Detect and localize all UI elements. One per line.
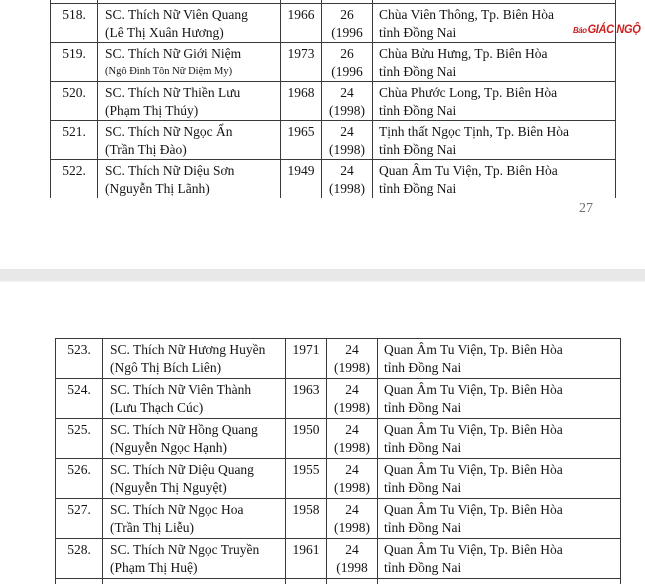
- address-line1: Tịnh thất Ngọc Tịnh, Tp. Biên Hòa: [379, 124, 569, 139]
- birth-year-cell: [286, 499, 327, 539]
- birth-year-cell: [281, 121, 322, 160]
- age-value: 26: [340, 7, 354, 22]
- age-cell: [322, 121, 373, 160]
- watermark-prefix: Báo: [573, 25, 587, 35]
- address-line1: Quan Âm Tu Viện, Tp. Biên Hòa: [384, 382, 563, 397]
- name-cell: [103, 539, 286, 579]
- age-value: 24: [340, 124, 354, 139]
- age-value: [327, 579, 377, 581]
- table-row: [56, 459, 621, 499]
- row-number: 521.: [62, 124, 86, 139]
- page-separator-band: [0, 269, 645, 282]
- table-row: [51, 82, 616, 121]
- birth-year: 1971: [292, 342, 320, 357]
- birth-year: 1966: [287, 7, 315, 22]
- address-cell: [373, 82, 616, 121]
- dharma-name: SC. Thích Nữ Viên Quang: [105, 7, 248, 22]
- age-cell: [327, 459, 378, 499]
- table-row-partial: [56, 579, 621, 584]
- row-number: 526.: [67, 462, 91, 477]
- row-number-cell: [56, 579, 103, 584]
- nuns-table-page-28: [55, 338, 621, 584]
- birth-year: 1963: [292, 382, 320, 397]
- name-cell: [103, 339, 286, 379]
- age-cell: [327, 539, 378, 579]
- ordination-year: (1998): [334, 440, 370, 455]
- row-number: 518.: [62, 7, 86, 22]
- address-cell: [378, 499, 621, 539]
- name-cell: [98, 82, 281, 121]
- address-line2: tỉnh Đồng Nai: [384, 560, 462, 575]
- secular-name: (Nguyễn Thị Lãnh): [105, 181, 210, 196]
- dharma-name: SC. Thích Nữ Diệu Sơn: [105, 163, 235, 178]
- birth-year: 1950: [292, 422, 320, 437]
- address-cell: [378, 579, 621, 584]
- row-number: 528.: [67, 542, 91, 557]
- name-cell: [103, 499, 286, 539]
- name-cell: [103, 579, 286, 584]
- document-page-27: [0, 0, 645, 198]
- age-value: 24: [345, 542, 359, 557]
- age-value: 26: [340, 46, 354, 61]
- row-number: 520.: [62, 85, 86, 100]
- birth-year-cell: [286, 339, 327, 379]
- address-cell: [373, 160, 616, 199]
- address-line1: Quan Âm Tu Viện, Tp. Biên Hòa: [384, 502, 563, 517]
- watermark-title: GIÁC NGỘ: [587, 22, 641, 36]
- table-row: [51, 121, 616, 160]
- address-line2: tỉnh Đồng Nai: [379, 103, 457, 118]
- table-row: [51, 160, 616, 199]
- row-number: 523.: [67, 342, 91, 357]
- ordination-year: (1998): [334, 520, 370, 535]
- address-line2: tỉnh Đồng Nai: [384, 480, 462, 495]
- address-line2: tỉnh Đồng Nai: [384, 520, 462, 535]
- secular-name: (Nguyễn Ngọc Hạnh): [110, 440, 227, 455]
- row-number-cell: [51, 82, 98, 121]
- ordination-year: (1998: [336, 560, 368, 575]
- ordination-year: (1998): [334, 400, 370, 415]
- age-value: 24: [340, 163, 354, 178]
- address-line1: Quan Âm Tu Viện, Tp. Biên Hòa: [384, 462, 563, 477]
- birth-year-cell: [286, 459, 327, 499]
- dharma-name: SC. Thích Nữ Giới Niệm: [105, 46, 242, 61]
- ordination-year: (1998): [334, 480, 370, 495]
- address-line1: Chùa Viên Thông, Tp. Biên Hòa: [379, 7, 555, 22]
- birth-year: 1949: [287, 163, 315, 178]
- ordination-year: (1998): [329, 142, 365, 157]
- birth-year-cell: [286, 539, 327, 579]
- age-value: 24: [340, 85, 354, 100]
- address-line2: tỉnh Đồng Nai: [384, 360, 462, 375]
- age-cell: [322, 82, 373, 121]
- address-line2: tỉnh Đồng Nai: [379, 181, 457, 196]
- address-line1: Quan Âm Tu Viện, Tp. Biên Hòa: [379, 163, 558, 178]
- birth-year-cell: [281, 160, 322, 199]
- row-number: 522.: [62, 163, 86, 178]
- ordination-year: (1998): [334, 360, 370, 375]
- table-row: [51, 4, 616, 43]
- age-cell: [327, 379, 378, 419]
- row-number: 519.: [62, 46, 86, 61]
- address-cell: [378, 379, 621, 419]
- age-value: 24: [345, 462, 359, 477]
- address-cell: [378, 419, 621, 459]
- table-row: [56, 539, 621, 579]
- age-cell: [327, 419, 378, 459]
- dharma-name: SC. Thích Nữ Hồng Quang: [110, 422, 258, 437]
- age-value: 24: [345, 422, 359, 437]
- birth-year-cell: [281, 4, 322, 43]
- row-number-cell: [51, 4, 98, 43]
- birth-year: 1965: [287, 124, 315, 139]
- birth-year: [286, 579, 326, 581]
- row-number: 525.: [67, 422, 91, 437]
- birth-year: 1968: [287, 85, 315, 100]
- table-row: [56, 419, 621, 459]
- address-cell: [373, 43, 616, 82]
- name-cell: [103, 459, 286, 499]
- birth-year: 1955: [292, 462, 320, 477]
- address-line1: Quan Âm Tu Viện, Tp. Biên Hòa: [384, 542, 563, 557]
- address-cell: [378, 339, 621, 379]
- row-number-cell: [51, 160, 98, 199]
- address-cell: [373, 121, 616, 160]
- address-line2: tỉnh Đồng Nai: [384, 440, 462, 455]
- nuns-table-page-27: [50, 0, 616, 198]
- age-value: 24: [345, 342, 359, 357]
- document-page-28: [0, 282, 645, 584]
- dharma-name: SC. Thích Nữ Hương Huyền: [110, 342, 266, 357]
- address-cell: [378, 459, 621, 499]
- table-row: [56, 379, 621, 419]
- age-cell: [327, 579, 378, 584]
- dharma-name: SC. Thích Nữ Ngọc Hoa: [110, 502, 244, 517]
- secular-name: (Trần Thị Đào): [105, 142, 187, 157]
- address-line1: Quan Âm Tu Viện, Tp. Biên Hòa: [384, 342, 563, 357]
- birth-year-cell: [286, 379, 327, 419]
- table-row: [56, 499, 621, 539]
- giac-ngo-newspaper-watermark: [573, 20, 640, 38]
- ordination-year: (1996: [331, 64, 363, 79]
- name-cell: [98, 121, 281, 160]
- secular-name: (Trần Thị Liễu): [110, 520, 194, 535]
- birth-year: 1961: [292, 542, 320, 557]
- name-cell: [98, 160, 281, 199]
- birth-year-cell: [286, 579, 327, 584]
- age-value: 24: [345, 382, 359, 397]
- ordination-year: (1996: [331, 25, 363, 40]
- dharma-name: SC. Thích Nữ Diệu Quang: [110, 462, 254, 477]
- row-number: 527.: [67, 502, 91, 517]
- row-number-cell: [56, 499, 103, 539]
- table-row: [51, 43, 616, 82]
- secular-name: (Lê Thị Xuân Hương): [105, 25, 224, 40]
- dharma-name: SC. Thích Nữ Thiền Lưu: [105, 85, 241, 100]
- birth-year-cell: [286, 419, 327, 459]
- row-number-cell: [51, 121, 98, 160]
- row-number: [56, 579, 102, 581]
- dharma-name: SC. Thích Nữ Viên Thành: [110, 382, 252, 397]
- address-line2: tỉnh Đồng Nai: [379, 64, 457, 79]
- birth-year-cell: [281, 43, 322, 82]
- dharma-name: SC. Thích Nữ Ngọc Ẩn: [105, 124, 233, 139]
- secular-name: (Nguyễn Thị Nguyệt): [110, 480, 227, 495]
- dharma-name: SC. Thích Nữ Ngọc Truyền: [110, 542, 260, 557]
- age-cell: [322, 43, 373, 82]
- secular-name: (Phạm Thị Huệ): [110, 560, 198, 575]
- dharma-name: [103, 579, 285, 581]
- ordination-year: (1998): [329, 181, 365, 196]
- secular-name: (Ngô Đình Tôn Nữ Diệm My): [105, 66, 233, 77]
- secular-name: (Ngô Thị Bích Liên): [110, 360, 222, 375]
- name-cell: [98, 4, 281, 43]
- table-row: [56, 339, 621, 379]
- row-number-cell: [56, 419, 103, 459]
- name-cell: [98, 43, 281, 82]
- birth-year-cell: [281, 82, 322, 121]
- age-cell: [322, 4, 373, 43]
- birth-year: 1973: [287, 46, 315, 61]
- row-number: 524.: [67, 382, 91, 397]
- row-number-cell: [56, 379, 103, 419]
- row-number-cell: [51, 43, 98, 82]
- address-line1: Chùa Phước Long, Tp. Biên Hòa: [379, 85, 558, 100]
- row-number-cell: [56, 539, 103, 579]
- row-number-cell: [56, 339, 103, 379]
- address-line2: tỉnh Đồng Nai: [384, 400, 462, 415]
- address-line1: Quan Âm Tu Viện, Tp. Biên Hòa: [384, 422, 563, 437]
- age-cell: [327, 339, 378, 379]
- row-number-cell: [56, 459, 103, 499]
- secular-name: (Lưu Thạch Cúc): [110, 400, 204, 415]
- address-line1: [378, 579, 620, 581]
- age-cell: [322, 160, 373, 199]
- age-cell: [327, 499, 378, 539]
- address-line2: tỉnh Đồng Nai: [379, 25, 457, 40]
- address-line1: Chùa Bửu Hưng, Tp. Biên Hòa: [379, 46, 548, 61]
- age-value: 24: [345, 502, 359, 517]
- address-line2: tỉnh Đồng Nai: [379, 142, 457, 157]
- birth-year: 1958: [292, 502, 320, 517]
- name-cell: [103, 419, 286, 459]
- ordination-year: (1998): [329, 103, 365, 118]
- name-cell: [103, 379, 286, 419]
- page-number: 27: [579, 201, 593, 216]
- address-cell: [378, 539, 621, 579]
- secular-name: (Phạm Thị Thúy): [105, 103, 199, 118]
